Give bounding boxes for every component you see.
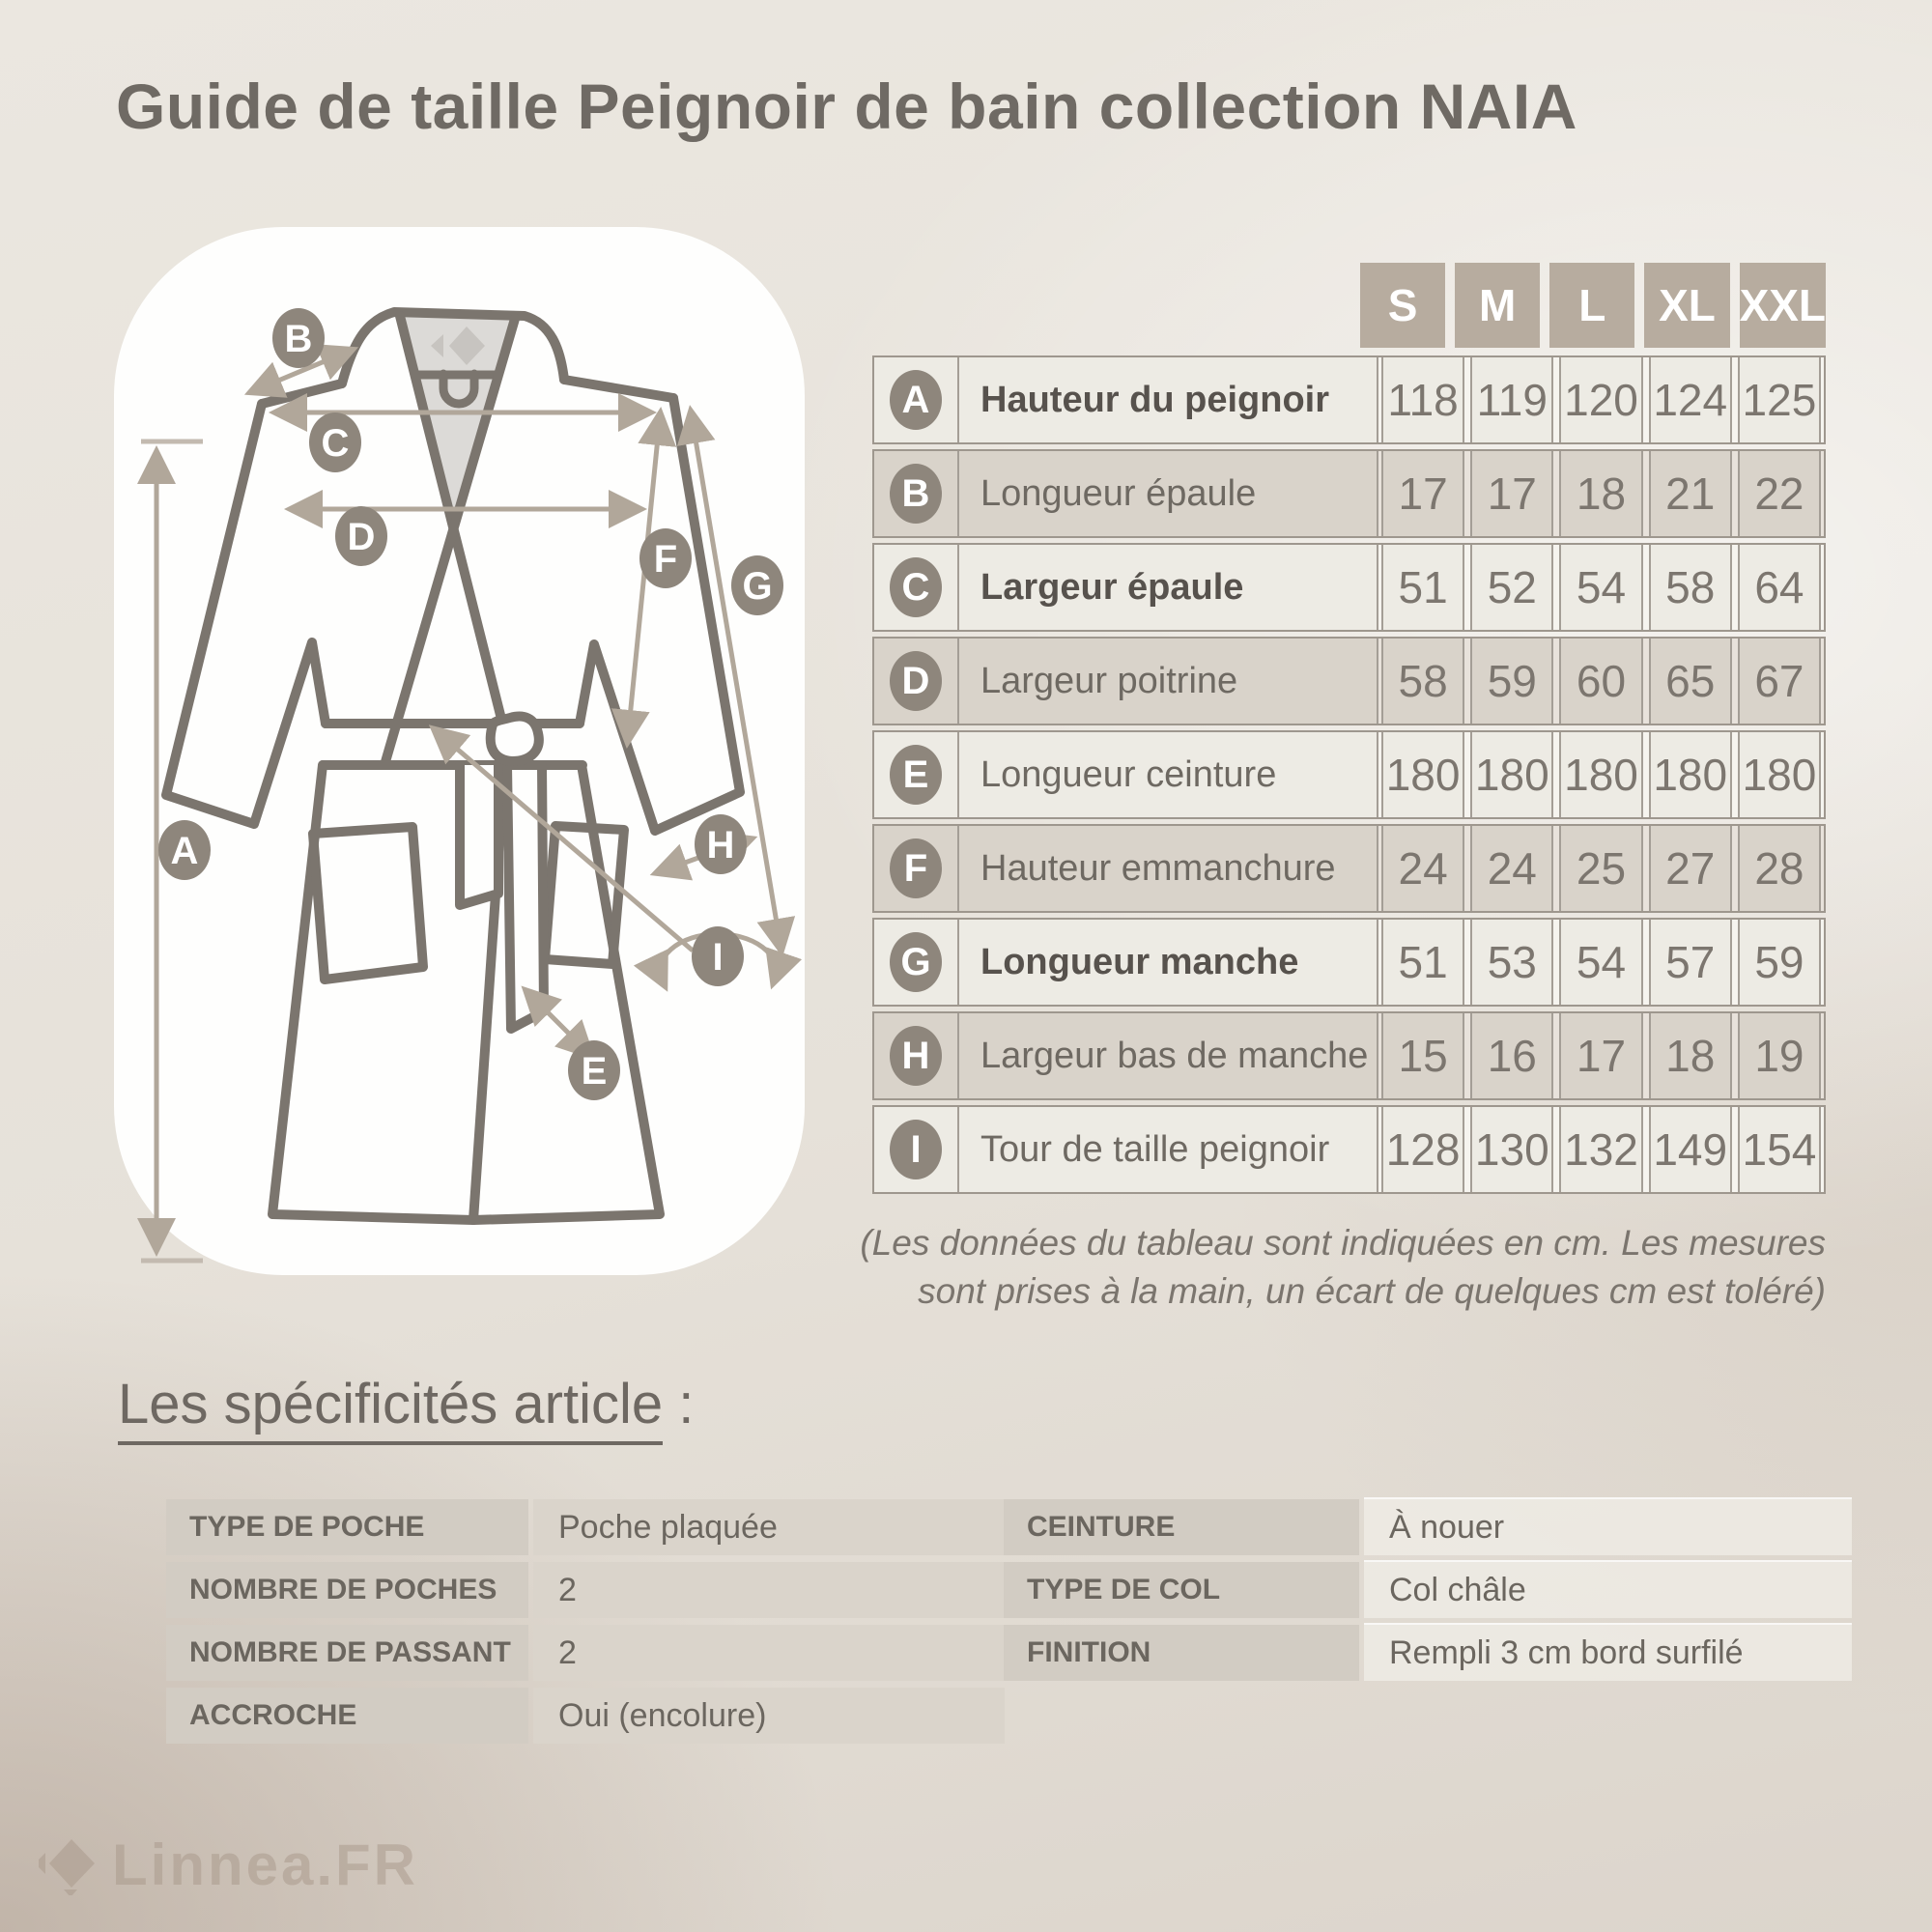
row-letter-badge: F [890, 838, 942, 898]
unit-note-line2: sont prises à la main, un écart de quelques cm est toléré) [918, 1270, 1826, 1311]
row-value: 25 [1559, 826, 1642, 911]
row-value: 27 [1649, 826, 1732, 911]
table-row [872, 543, 1826, 632]
badge-letter-c: C [321, 422, 350, 465]
spec-label: TYPE DE COL [1004, 1562, 1359, 1618]
row-value: 21 [1649, 451, 1732, 536]
badge-letter-d: D [347, 516, 376, 558]
row-label: Longueur épaule [959, 451, 1378, 536]
row-value: 54 [1559, 545, 1642, 630]
row-value: 180 [1470, 732, 1553, 817]
page-title: Guide de taille Peignoir de bain collection NAIA [116, 71, 1577, 142]
arrow-e [529, 994, 587, 1052]
left-sleeve [166, 404, 326, 824]
belt-flap [460, 765, 498, 905]
spec-row [166, 1625, 1005, 1681]
size-tab-l: L [1549, 263, 1634, 348]
row-value: 180 [1559, 732, 1642, 817]
badge-letter-f: F [653, 538, 678, 581]
row-letter-cell [874, 545, 959, 630]
specs-table-right [1004, 1499, 1852, 1688]
row-value: 19 [1738, 1013, 1821, 1098]
row-value: 180 [1649, 732, 1732, 817]
row-value: 51 [1381, 920, 1464, 1005]
row-value: 154 [1738, 1107, 1821, 1192]
linnea-diamond-icon [39, 1835, 99, 1895]
table-row [872, 824, 1826, 913]
badge-letter-h: H [706, 824, 735, 867]
row-value: 28 [1738, 826, 1821, 911]
table-row [872, 1011, 1826, 1100]
size-tab-m: M [1455, 263, 1540, 348]
row-value: 15 [1381, 1013, 1464, 1098]
spec-label: TYPE DE POCHE [166, 1499, 528, 1555]
row-value: 120 [1559, 357, 1642, 442]
row-letter-cell [874, 826, 959, 911]
table-row [872, 730, 1826, 819]
row-value: 59 [1470, 639, 1553, 724]
table-row [872, 355, 1826, 444]
row-label: Longueur manche [959, 920, 1378, 1005]
spec-row [1004, 1562, 1852, 1618]
badge-letter-i: I [712, 936, 724, 979]
row-letter-badge: D [890, 651, 942, 711]
row-value: 149 [1649, 1107, 1732, 1192]
row-value: 124 [1649, 357, 1732, 442]
table-row [872, 637, 1826, 725]
footer-logo [39, 1832, 418, 1898]
row-value: 128 [1381, 1107, 1464, 1192]
size-tabs [1360, 263, 1826, 348]
robe-diagram-panel [114, 227, 805, 1275]
row-label: Hauteur emmanchure [959, 826, 1378, 911]
right-sleeve [580, 398, 740, 831]
table-row [872, 918, 1826, 1007]
spec-row [166, 1562, 1005, 1618]
right-pocket [545, 826, 624, 964]
spec-row [1004, 1625, 1852, 1681]
footer-logo-text: Linnea.FR [112, 1833, 419, 1897]
row-value: 58 [1381, 639, 1464, 724]
unit-note [860, 1219, 1826, 1316]
size-tab-xl: XL [1644, 263, 1729, 348]
row-value: 53 [1470, 920, 1553, 1005]
spec-row [166, 1688, 1005, 1744]
spec-value: Oui (encolure) [533, 1688, 1005, 1744]
spec-value: À nouer [1364, 1499, 1852, 1555]
left-shoulder [262, 384, 342, 404]
row-value: 130 [1470, 1107, 1553, 1192]
row-label: Longueur ceinture [959, 732, 1378, 817]
spec-label: ACCROCHE [166, 1688, 528, 1744]
spec-value: 2 [533, 1625, 1005, 1681]
row-letter-cell [874, 451, 959, 536]
size-tab-xxl: XXL [1740, 263, 1826, 348]
row-value: 180 [1381, 732, 1464, 817]
row-value: 51 [1381, 545, 1464, 630]
row-letter-cell [874, 732, 959, 817]
badge-letter-b: B [284, 318, 313, 360]
belt-knot [491, 717, 539, 761]
row-letter-cell [874, 920, 959, 1005]
badge-letter-e: E [581, 1050, 608, 1093]
row-letter-badge: A [890, 370, 942, 430]
row-value: 60 [1559, 639, 1642, 724]
spec-label: NOMBRE DE PASSANT [166, 1625, 528, 1681]
row-label: Hauteur du peignoir [959, 357, 1378, 442]
row-value: 119 [1470, 357, 1553, 442]
row-value: 24 [1381, 826, 1464, 911]
row-value: 132 [1559, 1107, 1642, 1192]
row-letter-cell [874, 357, 959, 442]
row-value: 52 [1470, 545, 1553, 630]
row-letter-cell [874, 1013, 959, 1098]
row-value: 16 [1470, 1013, 1553, 1098]
row-value: 22 [1738, 451, 1821, 536]
left-pocket [313, 827, 423, 980]
row-label: Largeur poitrine [959, 639, 1378, 724]
spec-value: Col châle [1364, 1562, 1852, 1618]
spec-value: Poche plaquée [533, 1499, 1005, 1555]
badge-letter-a: A [170, 830, 199, 872]
row-letter-badge: E [890, 745, 942, 805]
row-letter-badge: G [890, 932, 942, 992]
spec-row [1004, 1499, 1852, 1555]
specs-heading-text: Les spécificités article [118, 1373, 663, 1445]
row-letter-cell [874, 1107, 959, 1192]
unit-note-line1: (Les données du tableau sont indiquées en cm. Les mesures [860, 1223, 1826, 1263]
row-value: 18 [1559, 451, 1642, 536]
specs-heading [118, 1372, 694, 1436]
table-row [872, 1105, 1826, 1194]
row-value: 180 [1738, 732, 1821, 817]
row-value: 65 [1649, 639, 1732, 724]
row-value: 18 [1649, 1013, 1732, 1098]
robe-measurement-diagram [114, 227, 805, 1275]
spec-label: FINITION [1004, 1625, 1359, 1681]
row-letter-badge: I [890, 1120, 942, 1179]
spec-label: CEINTURE [1004, 1499, 1359, 1555]
row-value: 125 [1738, 357, 1821, 442]
row-value: 54 [1559, 920, 1642, 1005]
spec-value: Rempli 3 cm bord surfilé [1364, 1625, 1852, 1681]
row-value: 118 [1381, 357, 1464, 442]
specs-heading-colon: : [663, 1373, 695, 1435]
row-value: 57 [1649, 920, 1732, 1005]
row-value: 17 [1381, 451, 1464, 536]
row-value: 24 [1470, 826, 1553, 911]
row-label: Tour de taille peignoir [959, 1107, 1378, 1192]
row-value: 64 [1738, 545, 1821, 630]
table-row [872, 449, 1826, 538]
badge-letter-g: G [742, 565, 773, 608]
spec-row [166, 1499, 1005, 1555]
row-letter-cell [874, 639, 959, 724]
row-value: 67 [1738, 639, 1821, 724]
right-shoulder [564, 380, 673, 398]
specs-table-left [166, 1499, 1005, 1750]
row-label: Largeur bas de manche [959, 1013, 1378, 1098]
row-letter-badge: C [890, 557, 942, 617]
size-tab-s: S [1360, 263, 1445, 348]
row-label: Largeur épaule [959, 545, 1378, 630]
row-value: 59 [1738, 920, 1821, 1005]
row-letter-badge: H [890, 1026, 942, 1086]
row-value: 17 [1470, 451, 1553, 536]
row-value: 17 [1559, 1013, 1642, 1098]
spec-value: 2 [533, 1562, 1005, 1618]
spec-label: NOMBRE DE POCHES [166, 1562, 528, 1618]
row-letter-badge: B [890, 464, 942, 524]
row-value: 58 [1649, 545, 1732, 630]
size-table-body [872, 355, 1826, 1194]
